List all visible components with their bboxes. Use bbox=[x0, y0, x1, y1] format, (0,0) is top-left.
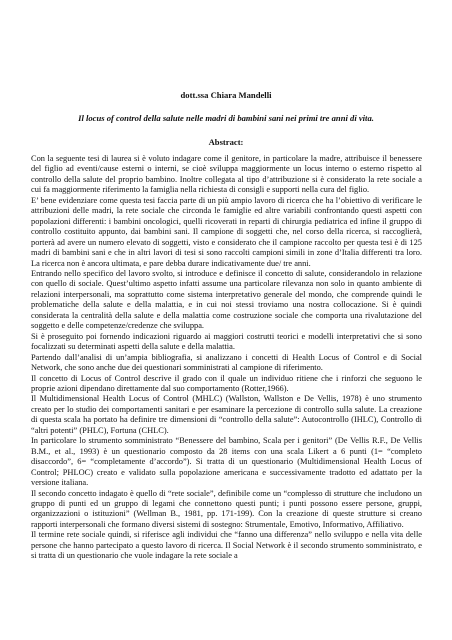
paragraph: Con la seguente tesi di laurea si è voluto indagare come il genitore, in particolare la madre, attribuisce il benessere del figlio ad eventi/cause esterni o interni, se cioè sviluppa maggiormente un locus interno o esterno rispetto al controllo della salute del proprio bambino. Inoltre collegata al tipo d’attribuzione si è considerato la rete sociale a cui fa maggiormente riferimento la famiglia nella richiesta di consigli e supporti nella cura del figlio. bbox=[31, 154, 422, 195]
abstract-body bbox=[31, 154, 422, 632]
paragraph: Entrando nello specifico del lavoro svolto, si introduce e definisce il concetto di salute, considerandolo in relazione con quello di sociale. Quest’ultimo aspetto infatti assume una particolare rilevanza non solo in quanto ambiente di relazioni interpersonali, ma soprattutto come sistema interpretativo generale del mondo, che comprende quindi le problematiche della salute e della malattia, e in cui noi stessi troviamo una nostra collocazione. Si è quindi considerata la centralità della salute e della malattia come costruzione sociale che comporta una rivalutazione del soggetto e delle competenze/credenze che sviluppa. bbox=[31, 268, 422, 331]
paragraph: Il Multidimensional Health Locus of Control (MHLC) (Wallston, Wallston e De Vellis, 1978) è uno strumento creato per lo studio dei comportamenti sanitari e per esaminare la percezione di controllo sulla salute. La creazione di questa scala ha portato ha definire tre dimensioni di “controllo della salute”: Autocontrollo (IHLC), Controllo di “altri potenti” (PHLC), Fortuna (CHLC). bbox=[31, 394, 422, 435]
thesis-title: Il locus of control della salute nelle madri di bambini sani nei primi tre anni di vita. bbox=[78, 113, 374, 123]
author-name: dott.ssa Chiara Mandelli bbox=[180, 90, 272, 100]
paragraph: Il secondo concetto indagato è quello di “rete sociale”, definibile come un “complesso di strutture che includono un gruppo di punti ed un gruppo di legami che connettono questi punti; i punti possono essere persone, gruppi, organizzazioni o istituzioni” (Wellman B., 1981, pp. 171-199). Con la creazione di queste strutture si creano rapporti interpersonali che formano diversi sistemi di sostegno: Strumentale, Emotivo, Informativo, Affiliativo. bbox=[31, 488, 422, 529]
abstract-heading: Abstract: bbox=[208, 137, 244, 147]
paragraph: Si è proseguito poi fornendo indicazioni riguardo ai maggiori costrutti teorici e modelli interpretativi che si sono focalizzati su determinati aspetti della salute e della malattia. bbox=[31, 331, 422, 352]
paragraph: Il concetto di Locus of Control descrive il grado con il quale un individuo ritiene che i rinforzi che seguono le proprie azioni dipendano direttamente dal suo comportamento (Rotter,1966). bbox=[31, 373, 422, 393]
paragraph: Il termine rete sociale quindi, si riferisce agli individui che “fanno una differenza” nello sviluppo e nella vita delle persone che hanno partecipato a questo lavoro di ricerca. Il Social Network è il secondo strumento somministrato, e si tratta di un questionario che vuole indagare la rete sociale a bbox=[31, 530, 422, 561]
paragraph: E’ bene evidenziare come questa tesi faccia parte di un più ampio lavoro di ricerca che ha l’obiettivo di verificare le attribuzioni delle madri, la rete sociale che circonda le famiglie ed altre variabili confrontando questi aspetti con popolazioni differenti: i bambini oncologici, quelli ricoverati in reparti di chirurgia pediatrica ed infine il gruppo di controllo costituito appunto, dai bambini sani. Il campione di soggetti che, nel corso della ricerca, si raccoglierà, porterà ad avere un numero elevato di soggetti, visto e considerato che il campione raccolto per questa tesi è di 125 madri di bambini sani e che in altri lavori di tesi si sono raccolti campioni simili in zone d’Italia differenti tra loro. La ricerca non è ancora ultimata, e pare debba durare indicativamente due/ tre anni. bbox=[31, 195, 422, 268]
paragraph: Partendo dall’analisi di un’ampia bibliografia, si analizzano i concetti di Health Locus of Control e di Social Network, che sono anche due dei questionari somministrati al campione di riferimento. bbox=[31, 352, 422, 373]
paragraph: In particolare lo strumento somministrato “Benessere del bambino, Scala per i genitori” (De Vellis R.F., De Vellis B.M., et al., 1993) è un questionario composto da 28 items con una scala Likert a 6 punti (1= “completo disaccordo”, 6= “completamente d’accordo”). Si tratta di un questionario (Multidimensional Health Locus of Control; PHLOC) creato e validato sulla popolazione americana e successivamente tradotto ed adattato per la versione italiana. bbox=[31, 436, 422, 488]
